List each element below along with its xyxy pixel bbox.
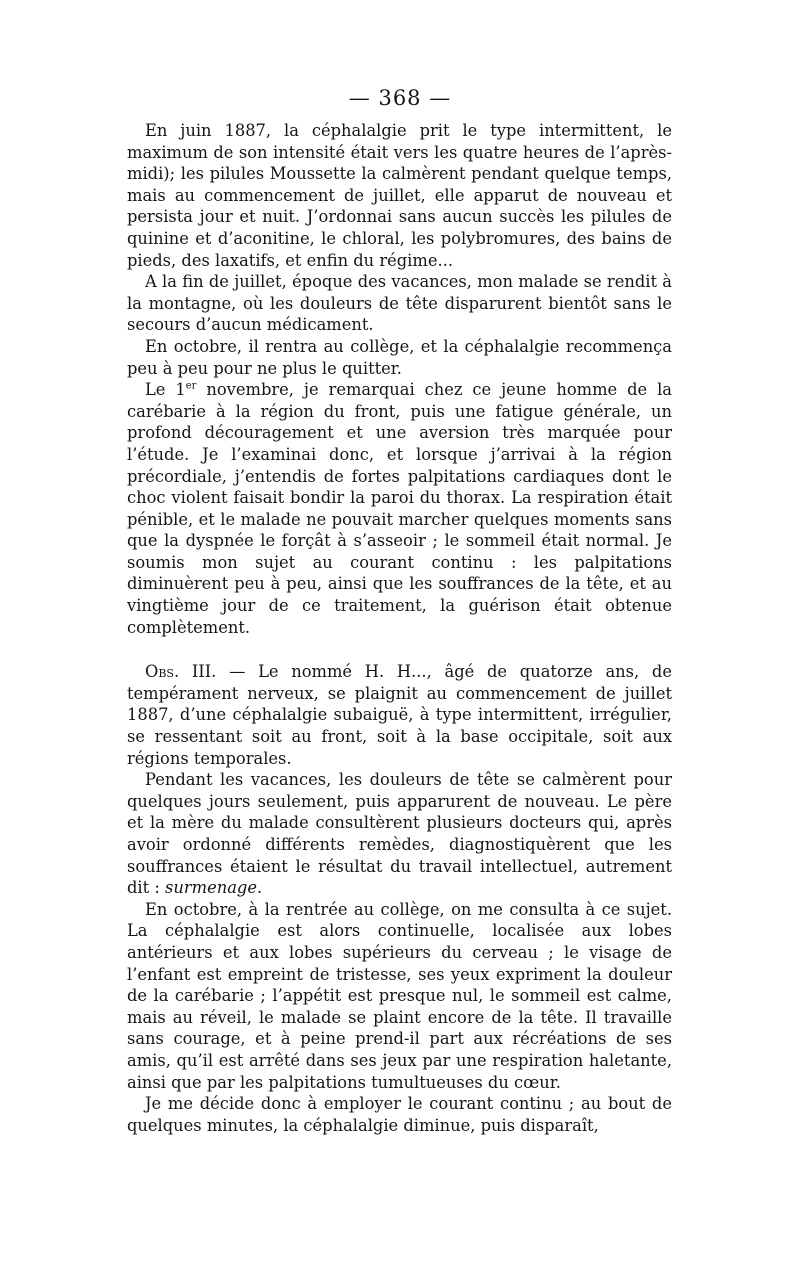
observation-label: Obs. III.	[145, 662, 217, 682]
emphasis-term: surmenage.	[165, 878, 263, 898]
ordinal-superscript: er	[185, 380, 197, 392]
paragraph-text: Pendant les vacances, les douleurs de tête se calmèrent pour quelques jours seulement, puis apparurent de nouveau. Le père et la mère du malade consultèrent plusieurs docteurs qui, après avoir ordonné différents remèdes, diagnostiquèrent que les souffrances étaient le résultat du travail intellectuel, autrement dit :	[127, 770, 672, 898]
body-text	[127, 120, 672, 1136]
paragraph	[127, 769, 672, 899]
paragraph: En octobre, à la rentrée au collège, on me consulta à ce sujet. La céphalalgie est alors continuelle, localisée aux lobes antérieurs et aux lobes supérieurs du cerveau ; le visage de l’enfant est empreint de tristesse, ses yeux expriment la douleur de la carébarie ; l’appétit est presque nul, le sommeil est calme, mais au réveil, le malade se plaint encore de la tête. Il travaille sans courage, et à peine prend-il part aux récréations de ses amis, qu’il est arrêté dans ses jeux par une respiration haletante, ainsi que par les palpitations tumultueuses du cœur.	[127, 899, 672, 1092]
paragraph: En octobre, il rentra au collège, et la céphalalgie recommença peu à peu pour ne plus le quitter.	[127, 336, 672, 378]
paragraph: En juin 1887, la céphalalgie prit le type intermittent, le maximum de son intensité était vers les quatre heures de l’après-midi); les pilules Moussette la calmèrent pendant quelque temps, mais au commencement de juillet, elle apparut de nouveau et persista jour et nuit. J’ordonnai sans aucun succès les pilules de quinine et d’aconitine, le chloral, les polybromures, des bains de pieds, des laxatifs, et enfin du régime...	[127, 121, 672, 270]
paragraph	[127, 379, 672, 638]
page-number: — 368 —	[348, 86, 452, 110]
observation-text: — Le nommé H. H..., âgé de quatorze ans, de tempérament nerveux, se plaignit au commencement de juillet 1887, d’une céphalalgie subaiguë, à type intermittent, irrégulier, se ressentant soit au front, soit à la base occipitale, soit aux régions temporales.	[127, 662, 672, 768]
observation-paragraph	[127, 661, 672, 769]
paragraph: Je me décide donc à employer le courant continu ; au bout de quelques minutes, la céphalalgie diminue, puis disparaît,	[127, 1094, 672, 1135]
paragraph-lead: Le 1	[145, 380, 186, 400]
paragraph-text: novembre, je remarquai chez ce jeune homme de la carébarie à la région du front, puis une fatigue générale, un profond découragement et une aversion très marquée pour l’étude. Je l’examinai donc, et lorsque j’arrivai à la région précordiale, j’entendis de fortes palpitations cardiaques dont le choc violent faisait bondir la paroi du thorax. La respiration était pénible, et le malade ne pouvait marcher quelques moments sans que la dyspnée le forçât à s’asseoir ; le sommeil était normal. Je soumis mon sujet au courant continu : les palpitations diminuèrent peu à peu, ainsi que les souffrances de la tête, et au vingtième jour de ce traitement, la guérison était obtenue complètement.	[127, 380, 672, 637]
paragraph: A la fin de juillet, époque des vacances, mon malade se rendit à la montagne, où les douleurs de tête disparurent bientôt sans le secours d’aucun médicament.	[127, 272, 672, 335]
